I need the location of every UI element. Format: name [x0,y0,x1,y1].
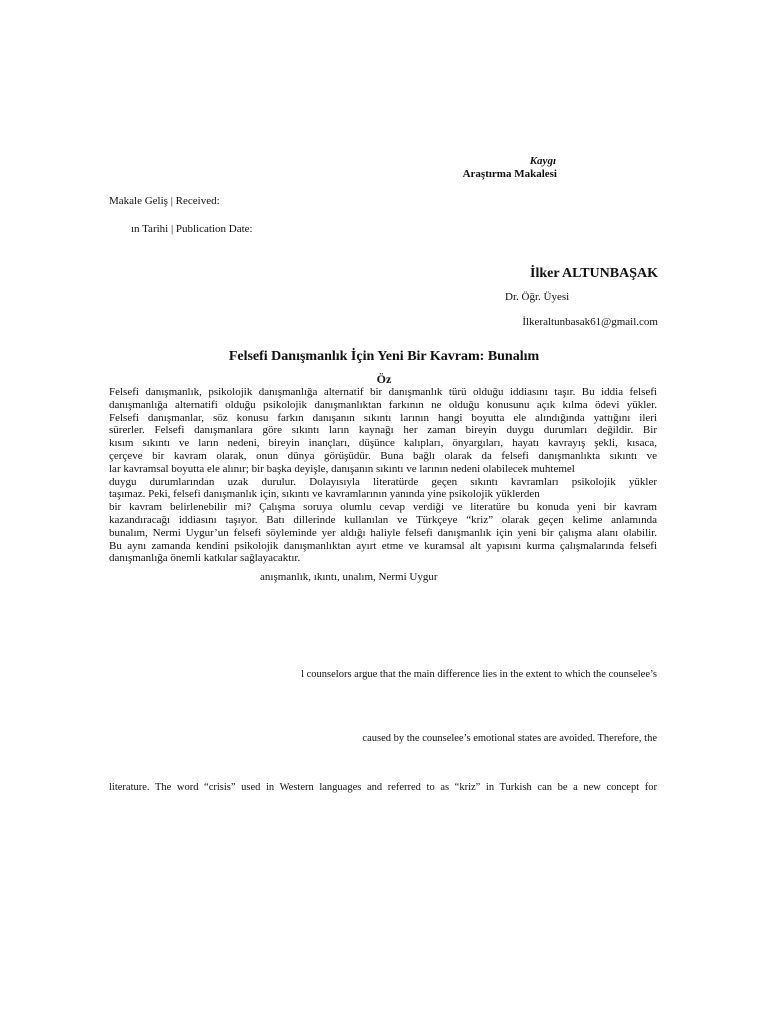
abstract-line: danışmanlığa alternatifi olduğu psikolojik danışmanlıktan farkının ne olduğu konusunu açık kılma ödevi yükler. [109,398,657,411]
abstract-line: bir kavram belirlenebilir mi? Çalışma soruya olumlu cevap verdiği ve literatüre bu konuda yeni bir kavram [109,501,657,514]
abstract-line: Bu aynı zamanda kendini psikolojik danışmanlıktan ayırt etme ve kuramsal alt yapısını kurma çalışmalarında felsefi [109,539,657,552]
abstract-line: danışmanlığa önemli katkılar sağlayacaktır. [109,552,301,565]
abstract-line: taşımaz. Peki, felsefi danışmanlık için, sıkıntı ve kavramlarının yanında yine psikolojik yüklerden [109,488,540,501]
english-abstract-line: l counselors argue that the main difference lies in the extent to which the counselee’s [301,669,657,680]
abstract-line: duygu durumlarından uzak durulur. Dolayısıyla literatürde geçen sıkıntı kavramları psikolojik yükler [109,475,657,488]
english-abstract-line: literature. The word “crisis” used in Western languages and referred to as “kriz” in Turkish can be a new concept for [109,782,657,793]
journal-name: Kaygı [529,155,556,167]
keywords-line: anışmanlık, ıkıntı, unalım, Nermi Uygur [260,571,438,583]
article-type: Araştırma Makalesi [462,168,557,180]
author-email[interactable]: İlkeraltunbasak61@gmail.com [522,316,658,328]
abstract-line: lar kavramsal boyutta ele alınır; bir başka deyişle, danışanın sıkıntı ve larının nedeni olabilecek muhtemel [109,462,575,475]
abstract-body [109,386,657,565]
abstract-line: Felsefi danışmanlar, söz konusu farkın danışanın sıkıntı larının hangi boyutta ele alındığında yattığını ileri [109,411,657,424]
received-date-label: Makale Geliş | Received: [109,195,220,207]
abstract-line: sürerler. Felsefi danışmanlara göre sıkıntı ların kaynağı her zaman bireyin duygu durumları değildir. Bir [109,424,657,437]
english-abstract-line: caused by the counselee’s emotional states are avoided. Therefore, the [362,733,657,744]
abstract-line: bunalım, Nermi Uygur’un felsefi söyleminde yer aldığı haliyle felsefi danışmanlık için yeni bir çalışma alanı olabilir. [109,526,657,539]
abstract-line: kısım sıkıntı ve ların nedeni, bireyin inançları, düşünce kalıpları, önyargıları, hayatı kavrayış şekli, kısaca, [109,437,657,450]
abstract-line: kazandıracağı iddiasını taşıyor. Batı dillerinde kullanılan ve Türkçeye “kriz” olarak geçen kelime anlamında [109,513,657,526]
publication-date-label: ın Tarihi | Publication Date: [131,223,253,235]
abstract-line: Felsefi danışmanlık, psikolojik danışmanlığa alternatif bir danışmanlık türü olduğu iddiasını taşır. Bu iddia felsefi [109,386,657,398]
author-title: Dr. Öğr. Üyesi [505,291,570,303]
abstract-line: çerçeve bir kavram olarak, onun dünya görüşüdür. Buna bağlı olarak da felsefi danışmanlıkta sıkıntı ve [109,449,657,462]
paper-title: Felsefi Danışmanlık İçin Yeni Bir Kavram: Bunalım [228,349,540,364]
author-name: İlker ALTUNBAŞAK [530,266,658,281]
abstract-heading: Öz [376,372,392,386]
